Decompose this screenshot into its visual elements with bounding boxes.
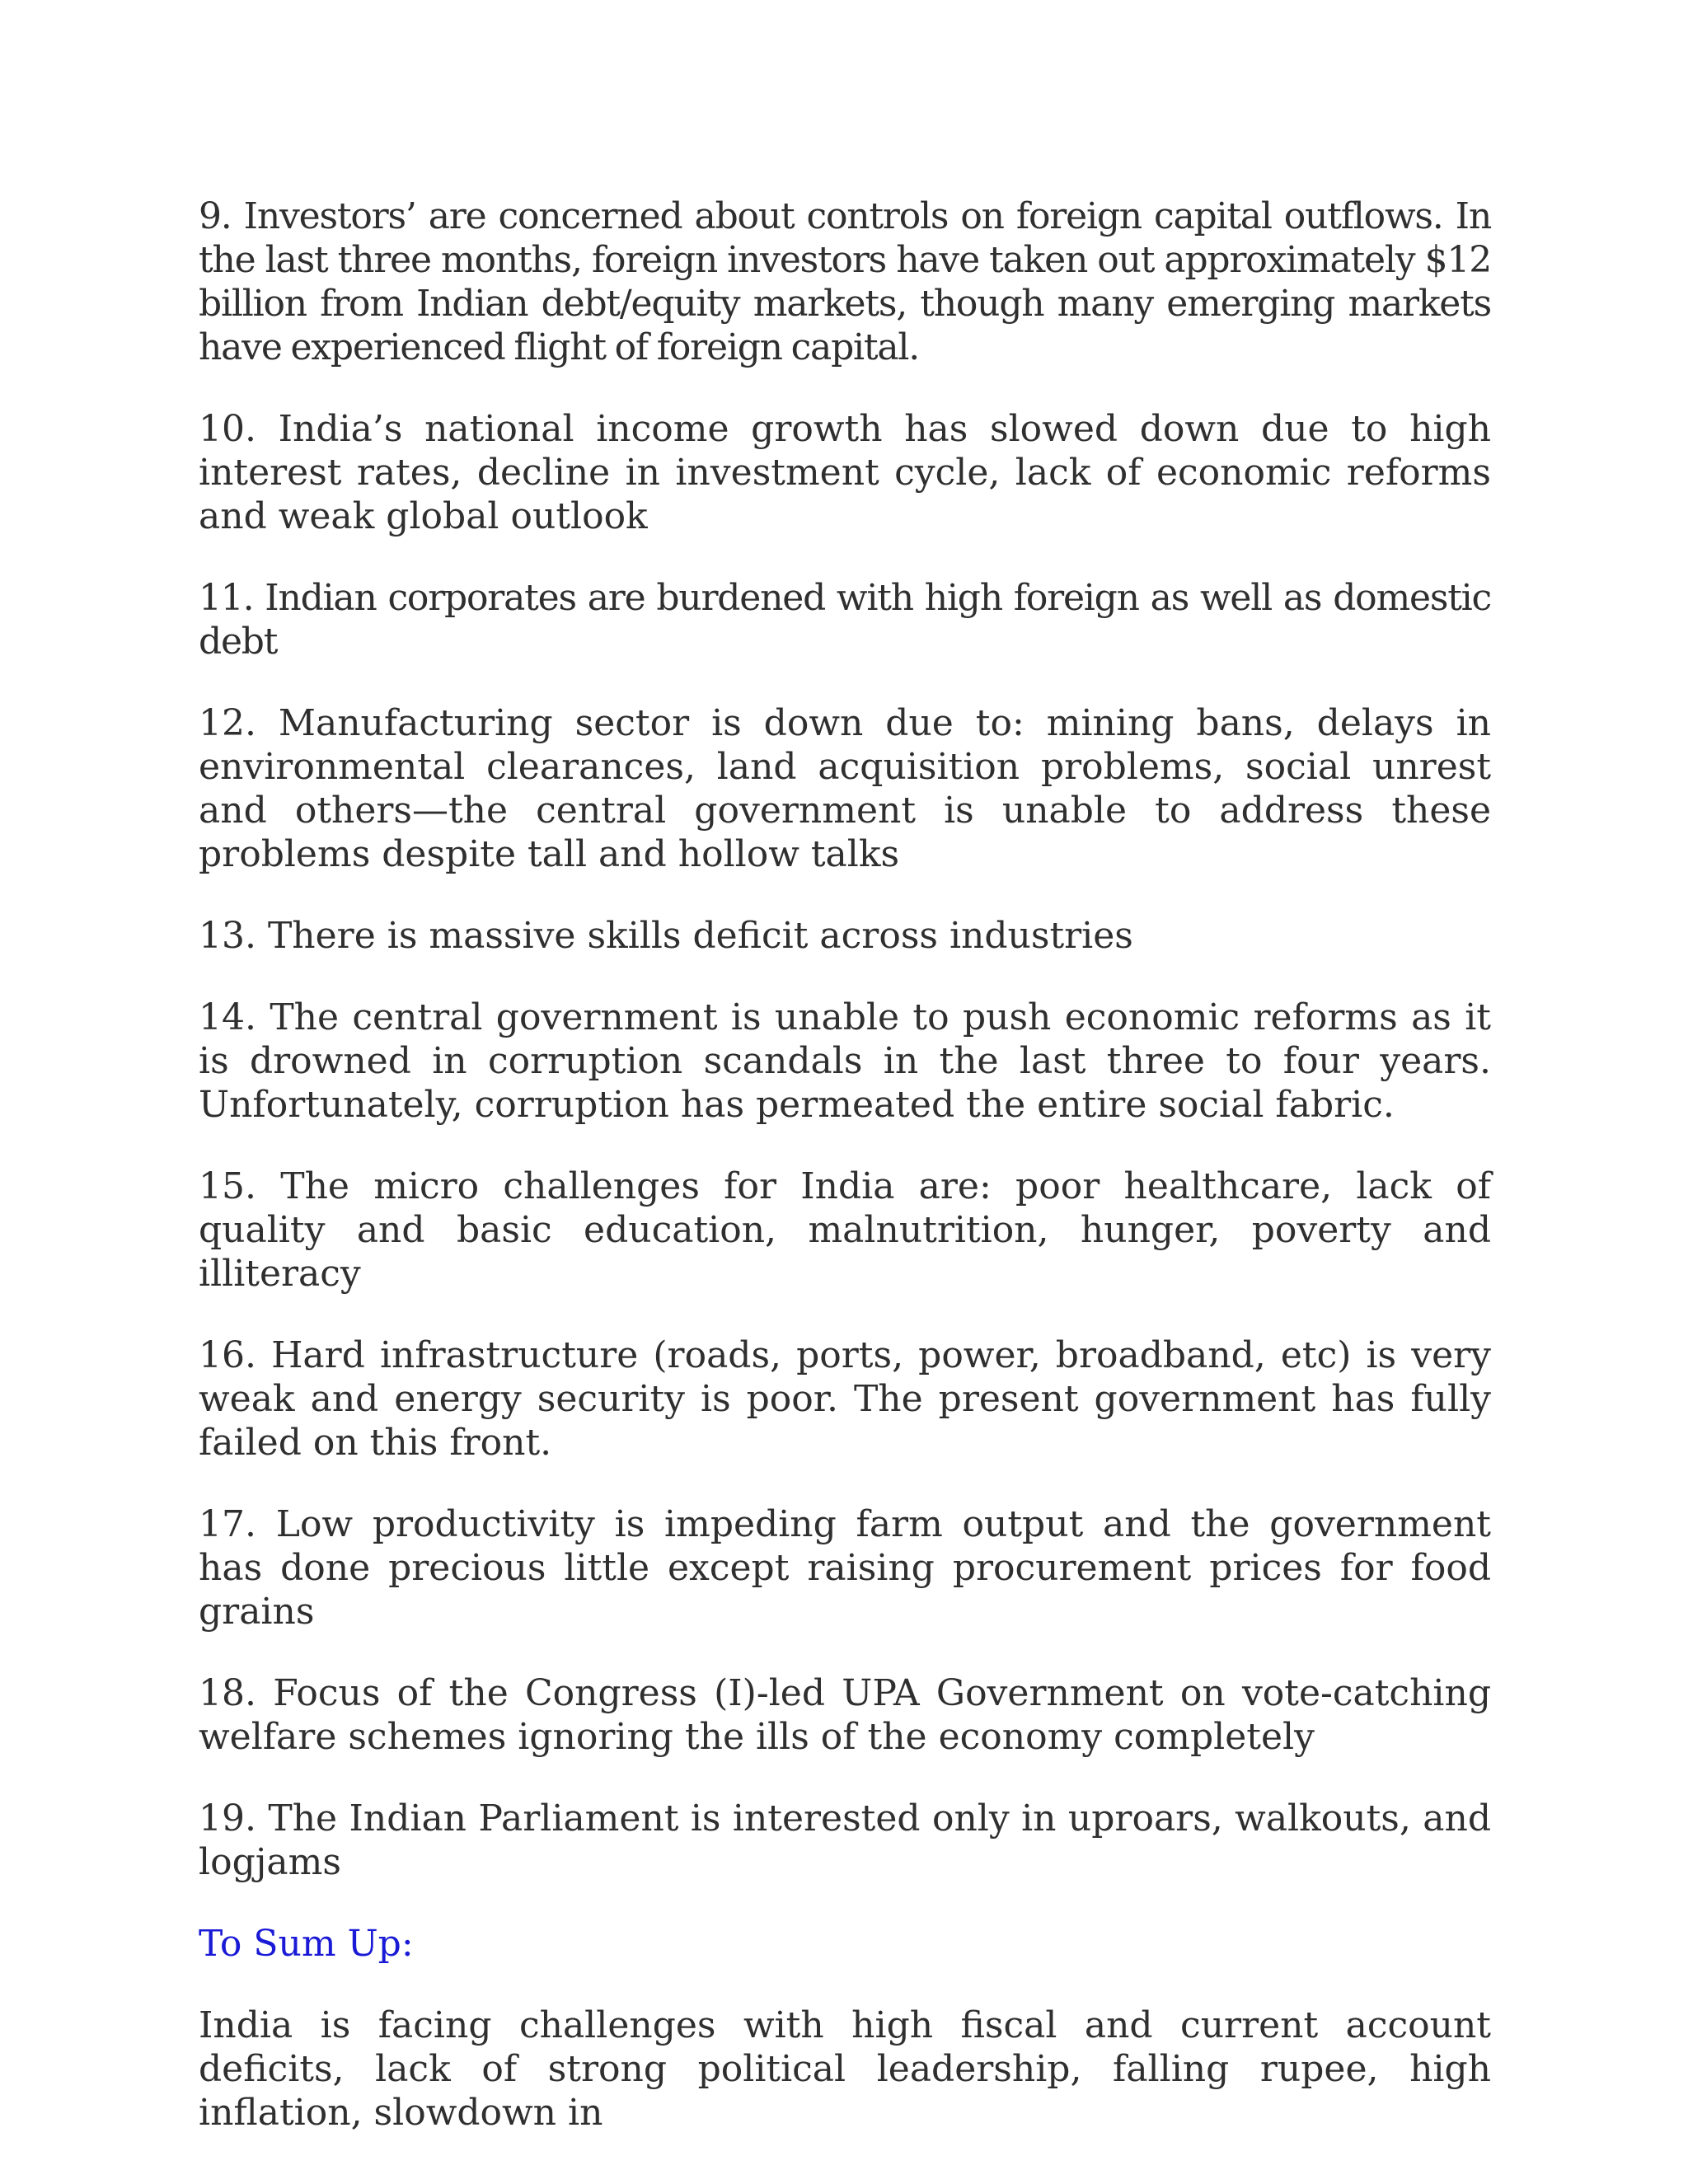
- paragraph-item-15: 15. The micro challenges for India are: poor healthcare, lack of quality and basic education, malnutrition, hunger, poverty and illiteracy: [199, 1165, 1491, 1295]
- paragraph-item-16: 16. Hard infrastructure (roads, ports, power, broadband, etc) is very weak and energy security is poor. The present government has fully failed on this front.: [199, 1334, 1491, 1464]
- paragraph-item-11: 11. Indian corporates are burdened with high foreign as well as domestic debt: [199, 577, 1491, 663]
- paragraph-item-18: 18. Focus of the Congress (I)-led UPA Government on vote-catching welfare schemes ignoring the ills of the economy completely: [199, 1672, 1491, 1758]
- paragraph-item-17: 17. Low productivity is impeding farm output and the government has done precious little except raising procurement prices for food grains: [199, 1503, 1491, 1633]
- paragraph-item-13: 13. There is massive skills deficit across industries: [199, 915, 1133, 957]
- paragraph-item-19: 19. The Indian Parliament is interested only in uproars, walkouts, and logjams: [199, 1797, 1491, 1883]
- summary-paragraph: India is facing challenges with high fiscal and current account deficits, lack of strong political leadership, falling rupee, high inflation, slowdown in: [199, 2004, 1491, 2134]
- paragraph-item-10: 10. India’s national income growth has slowed down due to high interest rates, decline in investment cycle, lack of economic reforms and weak global outlook: [199, 408, 1491, 537]
- section-heading: To Sum Up:: [199, 1923, 414, 1965]
- paragraph-item-9: 9. Investors’ are concerned about controls on foreign capital outflows. In the last three months, foreign investors have taken out approximately $12 billion from Indian debt/equity markets, though many emerging markets have experienced flight of foreign capital.: [199, 195, 1491, 368]
- paragraph-item-12: 12. Manufacturing sector is down due to: mining bans, delays in environmental clearances, land acquisition problems, social unrest and others—the central government is unable to address these problems despite tall and hollow talks: [199, 702, 1491, 875]
- document-body: [199, 194, 1491, 2135]
- paragraph-item-14: 14. The central government is unable to push economic reforms as it is drowned in corruption scandals in the last three to four years. Unfortunately, corruption has permeated the entire social fabric.: [199, 996, 1491, 1126]
